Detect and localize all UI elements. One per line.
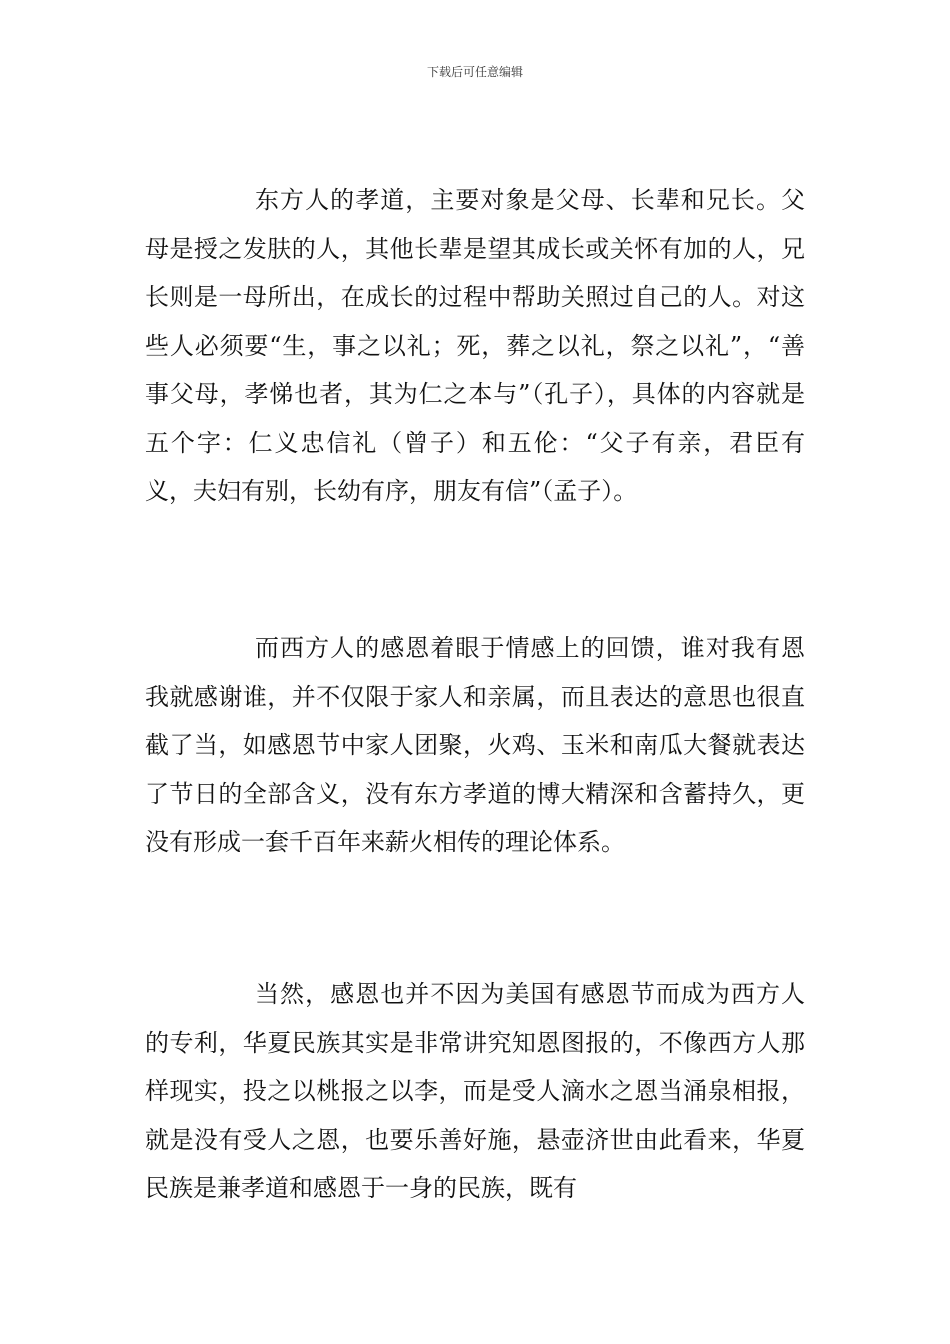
paragraph-text: 而西方人的感恩着眼于情感上的回馈，谁对我有恩我就感谢谁，并不仅限于家人和亲属，而且表达的意思也很直截了当，如感恩节中家人团聚，火鸡、玉米和南瓜大餐就表达了节日的全部含义，没有东方孝道的博大精深和含蓄持久，更没有形成一套千百年来薪火相传的理论体系。: [145, 634, 805, 856]
paragraph-filial-piety: [145, 176, 805, 516]
paragraph-western-gratitude: [145, 624, 805, 867]
paragraph-text: 当然，感恩也并不因为美国有感恩节而成为西方人的专利，华夏民族其实是非常讲究知恩图报的，不像西方人那样现实，投之以桃报之以李，而是受人滴水之恩当涌泉相报，就是没有受人之恩，也要乐善好施，悬壶济世由此看来，华夏民族是兼孝道和感恩于一身的民族，既有: [145, 980, 805, 1202]
paragraph-chinese-gratitude: [145, 970, 805, 1213]
page-header: 下载后可任意编辑: [426, 65, 523, 79]
paragraph-text: 东方人的孝道，主要对象是父母、长辈和兄长。父母是授之发肤的人，其他长辈是望其成长或关怀有加的人，兄长则是一母所出，在成长的过程中帮助关照过自己的人。对这些人必须要“生，事之以礼；死，葬之以礼，祭之以礼”，“善事父母，孝悌也者，其为仁之本与”（孔子），具体的内容就是五个字：仁义忠信礼（曾子）和五伦：“父子有亲，君臣有义，夫妇有别，长幼有序，朋友有信”（孟子）。: [145, 186, 805, 505]
